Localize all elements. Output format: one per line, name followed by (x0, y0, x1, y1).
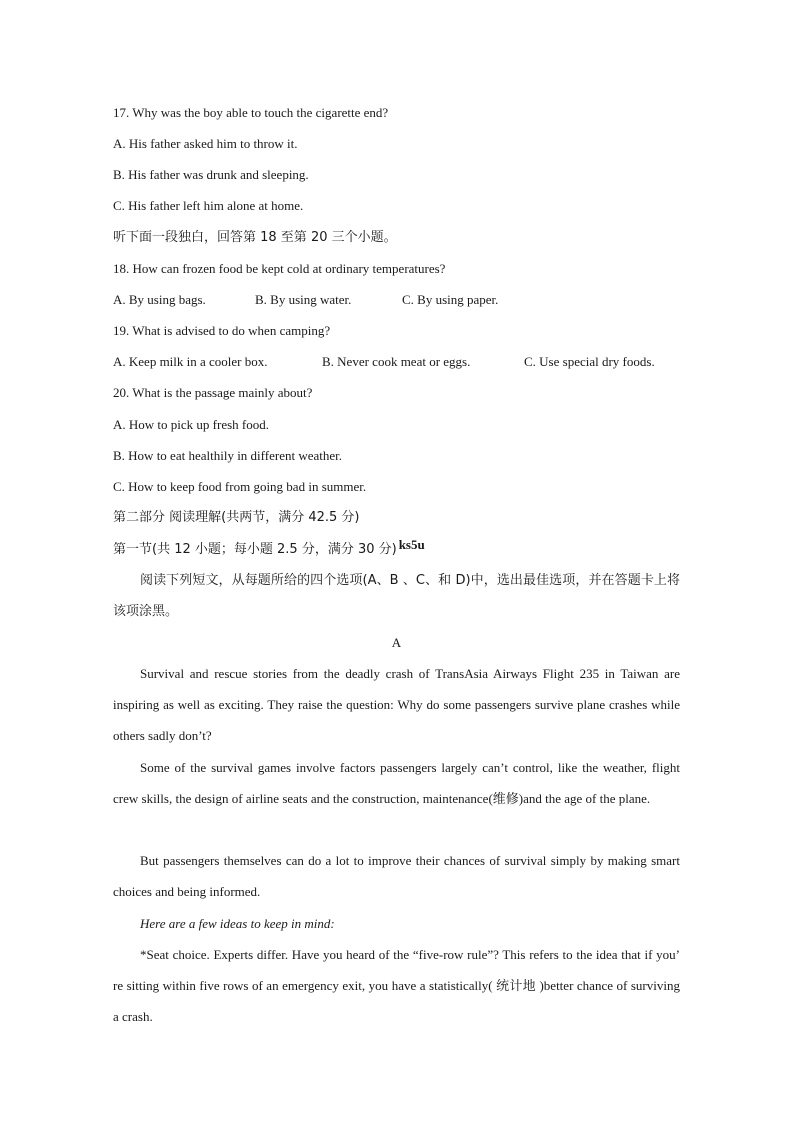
q19-option-a: A. Keep milk in a cooler box. (113, 354, 268, 369)
watermark-text: ks5u (398, 537, 425, 552)
passage-paragraph-1: Survival and rescue stories from the deadly crash of TransAsia Airways Flight 235 in Taiwan are inspiring as well as exciting. They raise the question: Why do some passengers survive plane crashes while others sadly don’t? (113, 666, 680, 744)
q19-question: 19. What is advised to do when camping? (113, 323, 331, 338)
section1-heading: 第一节(共 12 小题；每小题 2.5 分，满分 30 分) (113, 542, 397, 557)
passage-paragraph-2: Some of the survival games involve factors passengers largely can’t control, like the weather, flight crew skills, the design of airline seats and the construction, maintenance(维修)and the age of the plane. (113, 760, 680, 807)
q17-option-c: C. His father left him alone at home. (113, 198, 304, 213)
passage-paragraph-5: *Seat choice. Experts differ. Have you heard of the “five-row rule”? This refers to the idea that if you’ re sitting within five rows of an emergency exit, you have a statistically( 统计地 )better chance of surviving a crash. (113, 947, 680, 1025)
part2-heading: 第二部分 阅读理解(共两节，满分 42.5 分) (113, 510, 360, 525)
q19-option-c: C. Use special dry foods. (524, 354, 655, 369)
reading-instruction: 阅读下列短文，从每题所给的四个选项(A、B 、C、和 D)中，选出最佳选项，并在答题卡上将该项涂黑。 (113, 573, 680, 619)
passage-label: A (391, 635, 402, 650)
q20-option-c: C. How to keep food from going bad in summer. (113, 479, 367, 494)
q20-option-b: B. How to eat healthily in different weather. (113, 448, 342, 463)
listening-instruction: 听下面一段独白，回答第 18 至第 20 三个小题。 (113, 230, 397, 245)
section1-heading-line (113, 537, 425, 558)
q17-question: 17. Why was the boy able to touch the cigarette end? (113, 105, 389, 120)
q18-question: 18. How can frozen food be kept cold at ordinary temperatures? (113, 261, 446, 276)
passage-paragraph-4: Here are a few ideas to keep in mind: (140, 916, 335, 931)
q18-option-a: A. By using bags. (113, 292, 206, 307)
q19-option-b: B. Never cook meat or eggs. (322, 354, 471, 369)
q17-option-b: B. His father was drunk and sleeping. (113, 167, 309, 182)
q18-option-c: C. By using paper. (402, 292, 499, 307)
q17-option-a: A. His father asked him to throw it. (113, 136, 298, 151)
q20-option-a: A. How to pick up fresh food. (113, 417, 269, 432)
q18-option-b: B. By using water. (255, 292, 352, 307)
q20-question: 20. What is the passage mainly about? (113, 385, 313, 400)
passage-paragraph-3: But passengers themselves can do a lot to improve their chances of survival simply by making smart choices and being informed. (113, 853, 680, 900)
